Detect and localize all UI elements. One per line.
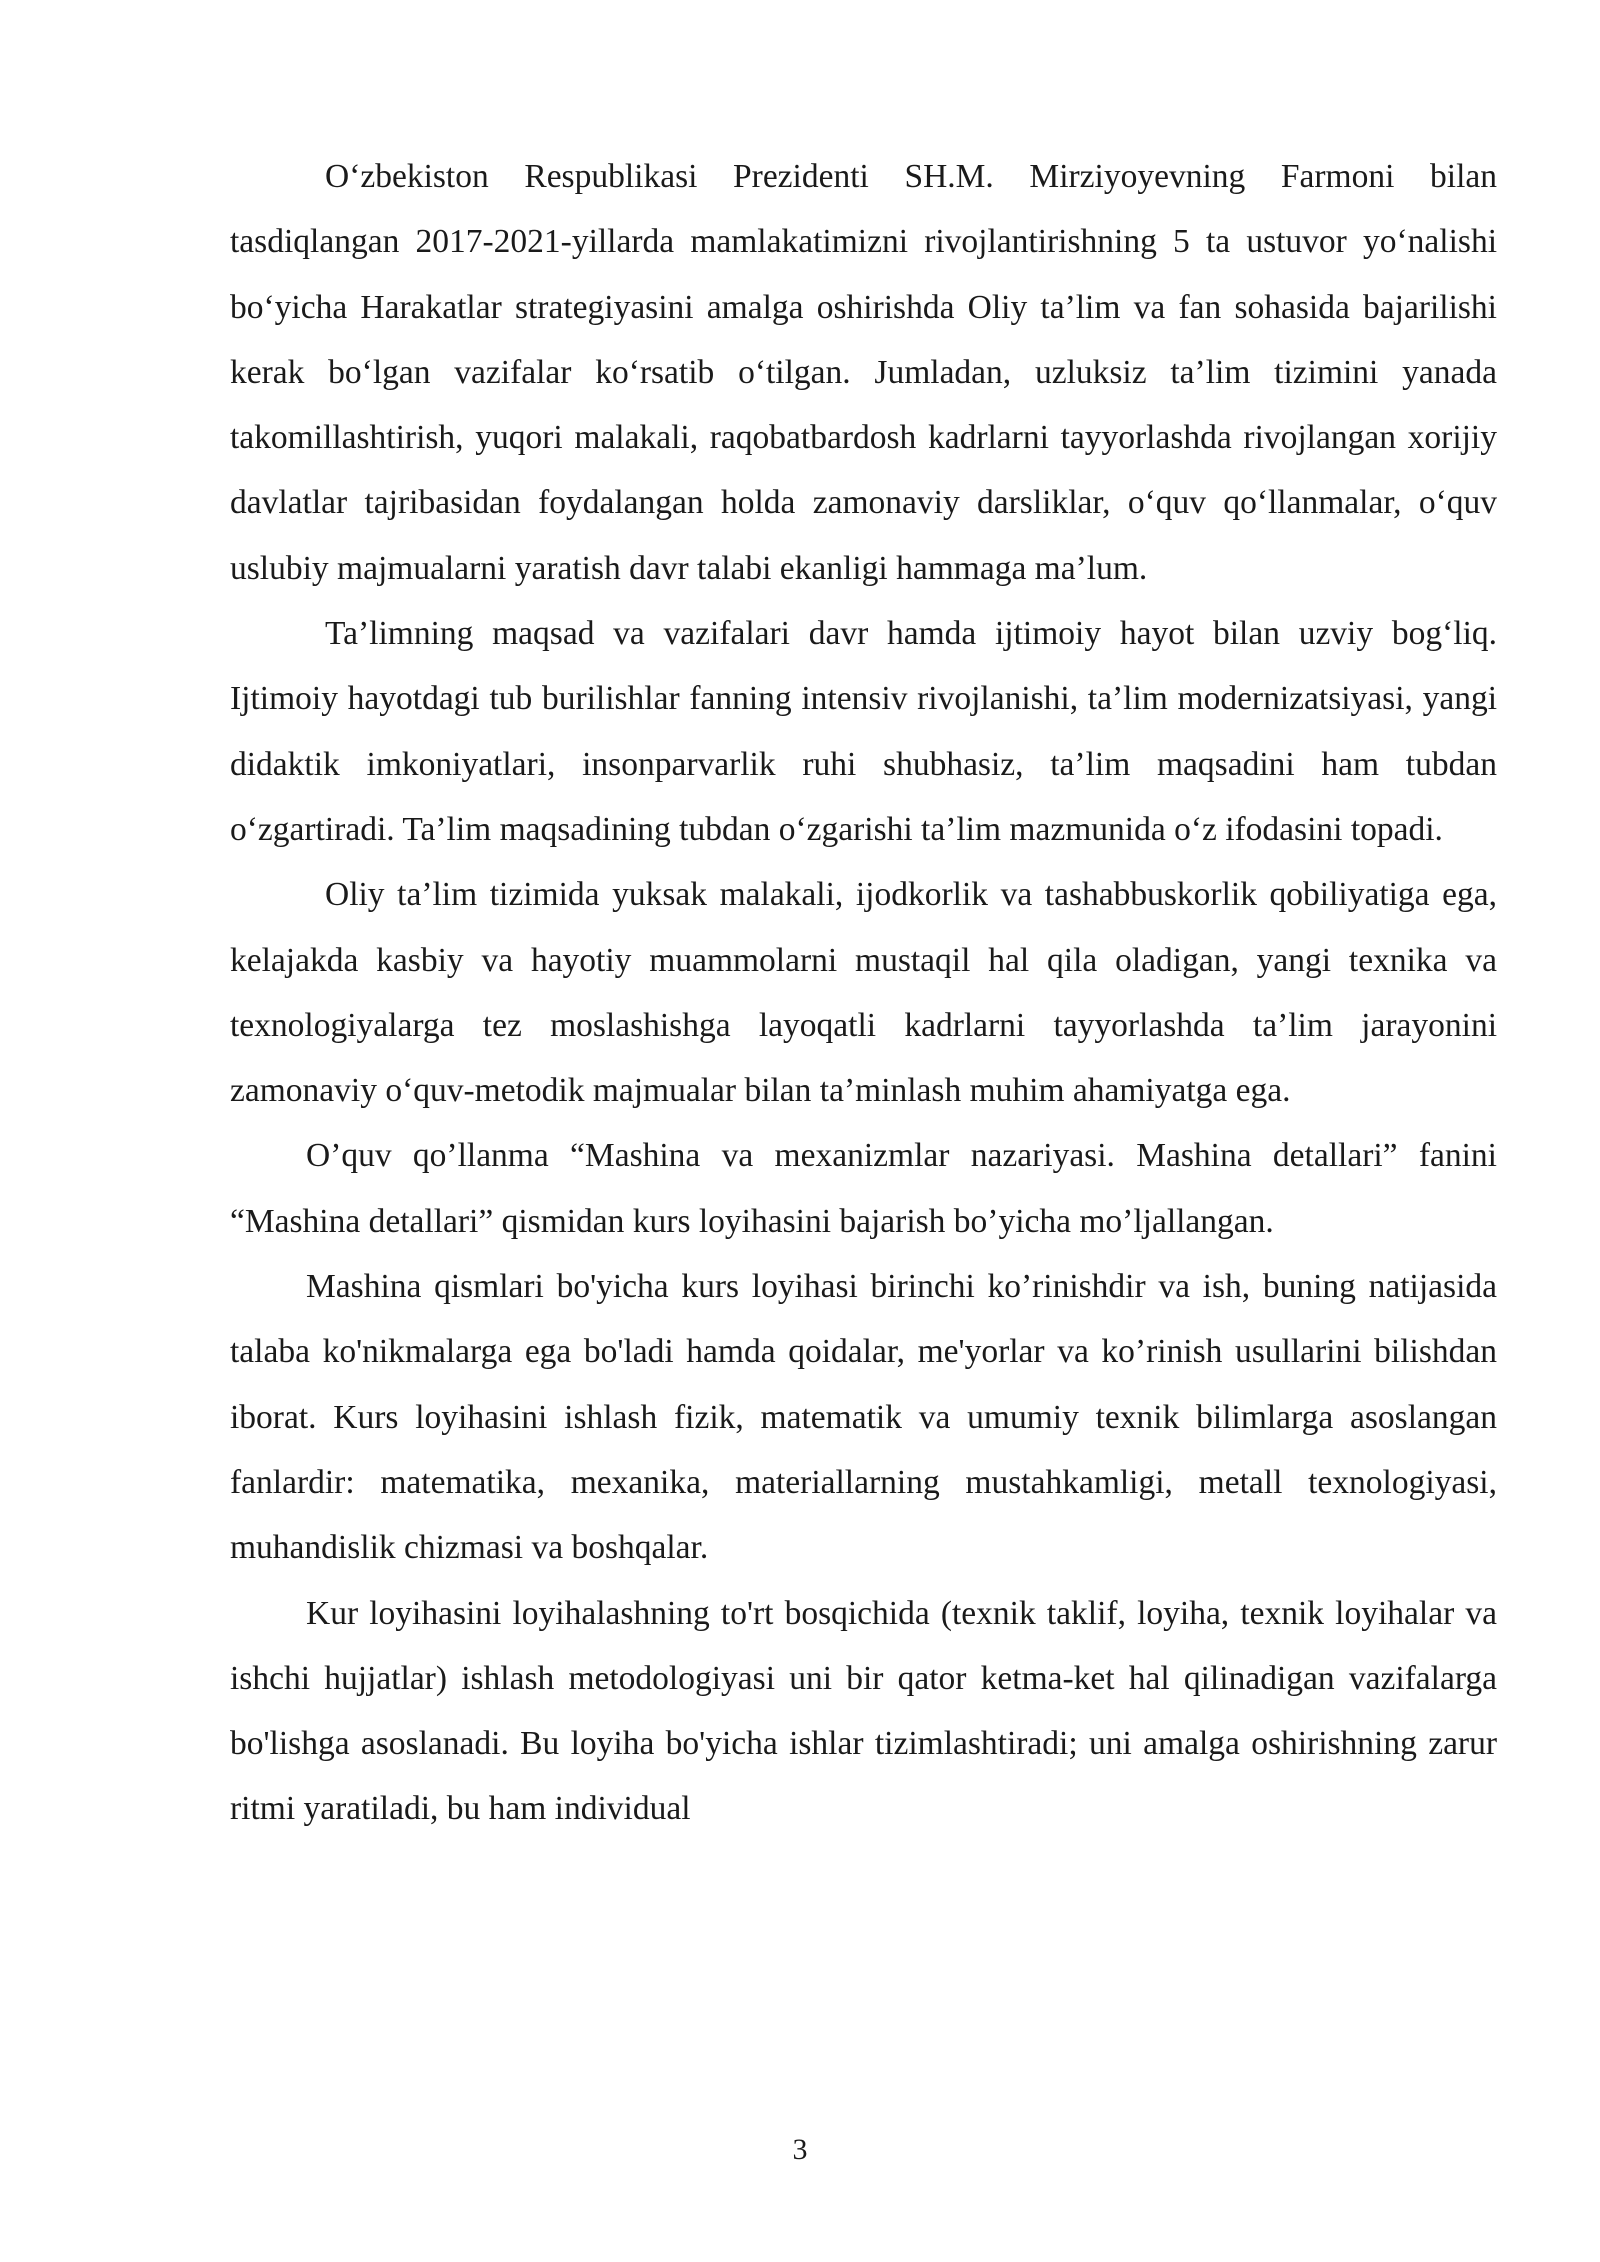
paragraph-3: Oliy ta’lim tizimida yuksak malakali, ijodkorlik va tashabbuskorlik qobiliyatiga ega, kelajakda kasbiy va hayotiy muammolarni mustaqil hal qila oladigan, yangi texnika va texnologiyalarga tez moslashishga layoqatli kadrlarni tayyorlashda ta’lim jarayonini zamonaviy o‘quv-metodik majmualar bilan ta’minlash muhim ahamiyatga ega. — [230, 876, 1497, 1110]
paragraph-4: O’quv qo’llanma “Mashina va mexanizmlar nazariyasi. Mashina detallari” fanini “Mashina detallari” qismidan kurs loyihasini bajarish bo’yicha mo’ljallangan. — [230, 1137, 1497, 1240]
document-body — [230, 144, 1497, 1842]
paragraph-2: Ta’limning maqsad va vazifalari davr hamda ijtimoiy hayot bilan uzviy bog‘liq. Ijtimoiy hayotdagi tub burilishlar fanning intensiv rivojlanishi, ta’lim modernizatsiyasi, yangi didaktik imkoniyatlari, insonparvarlik ruhi shubhasiz, ta’lim maqsadini ham tubdan o‘zgartiradi. Ta’lim maqsadining tubdan o‘zgarishi ta’lim mazmunida o‘z ifodasini topadi. — [230, 615, 1497, 848]
paragraph-6: Kur loyihasini loyihalashning to'rt bosqichida (texnik taklif, loyiha, texnik loyihalar va ishchi hujjatlar) ishlash metodologiyasi uni bir qator ketma-ket hal qilinadigan vazifalarga bo'lishga asoslanadi. Bu loyiha bo'yicha ishlar tizimlashtiradi; uni amalga oshirishning zarur ritmi yaratiladi, bu ham individual — [230, 1594, 1497, 1828]
paragraph-1: O‘zbekiston Respublikasi Prezidenti SH.M. Mirziyoyevning Farmoni bilan tasdiqlangan 2017-2021-yillarda mamlakatimizni rivojlantirishning 5 ta ustuvor yo‘nalishi bo‘yicha Harakatlar strategiyasini amalga oshirishda Oliy ta’lim va fan sohasida bajarilishi kerak bo‘lgan vazifalar ko‘rsatib o‘tilgan. Jumladan, uzluksiz ta’lim tizimini yanada takomillashtirish, yuqori malakali, raqobatbardosh kadrlarni tayyorlashda rivojlangan xorijiy davlatlar tajribasidan foydalangan holda zamonaviy darsliklar, o‘quv qo‘llanmalar, o‘quv uslubiy majmualarni yaratish davr talabi ekanligi hammaga ma’lum. — [230, 158, 1497, 587]
page-number: 3 — [792, 2133, 808, 2166]
paragraph-5: Mashina qismlari bo'yicha kurs loyihasi birinchi ko’rinishdir va ish, buning natijasida talaba ko'nikmalarga ega bo'ladi hamda qoidalar, me'yorlar va ko’rinish usullarini bilishdan iborat. Kurs loyihasini ishlash fizik, matematik va umumiy texnik bilimlarga asoslangan fanlardir: matematika, mexanika, materiallarning mustahkamligi, metall texnologiyasi, muhandislik chizmasi va boshqalar. — [230, 1268, 1497, 1567]
